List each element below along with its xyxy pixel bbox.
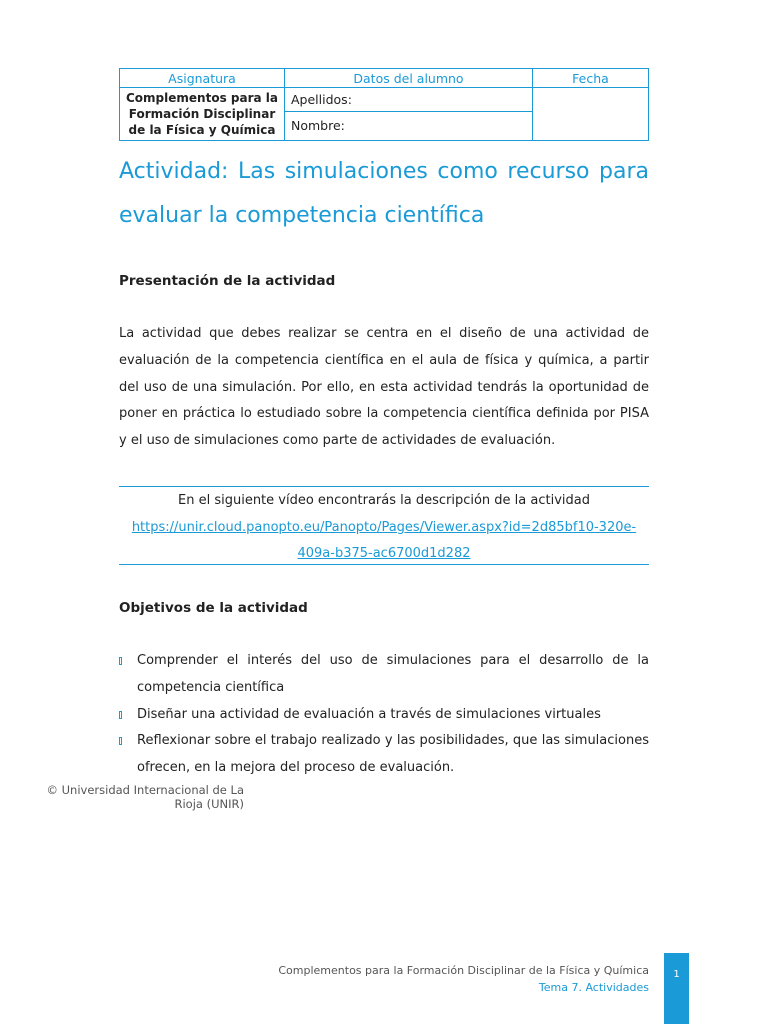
objectives-list	[119, 648, 649, 782]
copyright: © Universidad Internacional de La Rioja (UNIR)	[46, 783, 244, 811]
bullet-icon	[119, 657, 122, 665]
page-number: 1	[664, 953, 689, 1024]
surname-field: Apellidos:	[285, 88, 533, 112]
video-link[interactable]: https://unir.cloud.panopto.eu/Panopto/Pages/Viewer.aspx?id=2d85bf10-320e-409a-b375-ac6700d1d282	[131, 519, 637, 562]
date-cell	[533, 88, 649, 141]
footer	[278, 962, 649, 996]
video-intro: En el siguiente vídeo encontrarás la descripción de la actividad	[178, 493, 590, 508]
footer-subject: Complementos para la Formación Disciplinar de la Física y Química	[278, 964, 649, 977]
name-field: Nombre:	[285, 111, 533, 140]
bullet-icon	[119, 737, 122, 745]
list-item: Diseñar una actividad de evaluación a través de simulaciones virtuales	[119, 702, 649, 729]
subject-row	[120, 88, 649, 112]
footer-topic: Tema 7. Actividades	[538, 981, 649, 994]
page-title: Actividad: Las simulaciones como recurso para evaluar la competencia científica	[119, 159, 649, 228]
col-date-header: Fecha	[533, 69, 649, 88]
objectives-heading: Objetivos de la actividad	[119, 600, 308, 616]
bullet-icon	[119, 711, 122, 719]
header-row	[120, 69, 649, 88]
presentation-text: La actividad que debes realizar se centra en el diseño de una actividad de evaluación de la competencia científica en el aula de física y química, a partir del uso de una simulación. Por ello, en esta actividad tendrás la oportunidad de poner en práctica lo estudiado sobre la competencia científica definida por PISA y el uso de simulaciones como parte de actividades de evaluación.	[119, 326, 649, 449]
col-student-header: Datos del alumno	[285, 69, 533, 88]
list-item: Comprender el interés del uso de simulaciones para el desarrollo de la competencia científica	[119, 648, 649, 702]
subject-cell: Complementos para la Formación Disciplinar de la Física y Química	[120, 88, 285, 141]
video-box	[119, 486, 649, 565]
col-subject-header: Asignatura	[120, 69, 285, 88]
header-table	[119, 68, 649, 141]
presentation-heading: Presentación de la actividad	[119, 273, 336, 289]
list-item: Reflexionar sobre el trabajo realizado y las posibilidades, que las simulaciones ofrecen, en la mejora del proceso de evaluación.	[119, 728, 649, 782]
